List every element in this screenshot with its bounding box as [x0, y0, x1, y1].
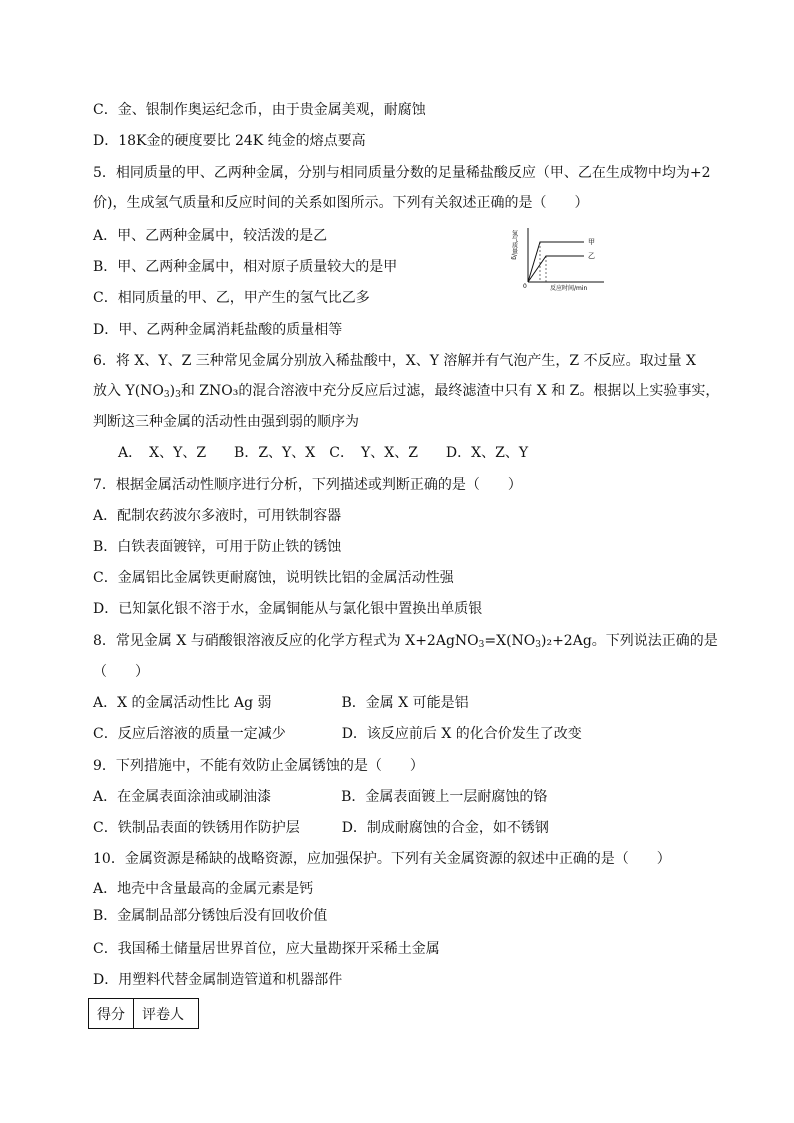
q8-options-cd: C．反应后溶液的质量一定减少 D．该反应前后 X 的化合价发生了改变	[93, 726, 582, 742]
q7-option-d: D．已知氯化银不溶于水，金属铜能从与氯化银中置换出单质银	[93, 601, 483, 617]
question-6-stem-end: 判断这三种金属的活动性由强到弱的顺序为	[93, 414, 359, 430]
q5-option-c: C．相同质量的甲、乙，甲产生的氢气比乙多	[93, 290, 370, 306]
q10-option-a: A．地壳中含量最高的金属元素是钙	[93, 881, 314, 897]
question-8-stem-cont: （ ）	[93, 664, 149, 680]
graph-origin: 0	[523, 283, 527, 290]
score-cell: 得分	[89, 999, 134, 1029]
question-6-stem: 6．将 X、Y、Z 三种常见金属分别放入稀盐酸中，X、Y 溶解并有气泡产生，Z 不反应。取过量 X	[93, 353, 696, 369]
q9-options-ab: A．在金属表面涂油或刷油漆 B．金属表面镀上一层耐腐蚀的铬	[93, 789, 548, 805]
q8-options-ab: A．X 的金属活动性比 Ag 弱 B．金属 X 可能是铝	[93, 695, 469, 711]
q8-sub-1: 3	[478, 640, 485, 650]
question-9-stem: 9．下列措施中，不能有效防止金属锈蚀的是（ ）	[93, 758, 424, 774]
q7-option-b: B．白铁表面镀锌，可用于防止铁的锈蚀	[93, 539, 342, 555]
graph-label-jia: 甲	[588, 238, 595, 246]
graph-series-yi	[528, 256, 584, 282]
option-5c-prev: C．金、银制作奥运纪念币，由于贵金属美观，耐腐蚀	[93, 102, 426, 118]
grader-cell: 评卷人	[134, 999, 199, 1029]
score-table	[88, 998, 199, 1029]
q10-option-c: C．我国稀土储量居世界首位，应大量勘探开采稀土金属	[93, 941, 440, 957]
q5-option-b: B．甲、乙两种金属中，相对原子质量较大的是甲	[93, 259, 398, 275]
q6-text-pre: 放入 Y(NO	[93, 383, 164, 399]
question-5-stem-cont: 价)，生成氢气质量和反应时间的关系如图所示。下列有关叙述正确的是（ ）	[93, 195, 589, 211]
option-5d-prev: D．18K金的硬度要比 24K 纯金的熔点要高	[93, 133, 366, 149]
q6-options: A． X、Y、Z B．Z、Y、X C． Y、X、Z D．X、Z、Y	[118, 445, 529, 461]
graph-label-yi: 乙	[588, 252, 595, 260]
question-7-stem: 7．根据金属活动性顺序进行分析，下列描述或判断正确的是（ ）	[93, 477, 522, 493]
q8-text-pre: 8．常见金属 X 与硝酸银溶液反应的化学方程式为 X+2AgNO	[93, 633, 479, 649]
q5-option-d: D．甲、乙两种金属消耗盐酸的质量相等	[93, 322, 343, 338]
q6-sub-2: 3	[175, 390, 181, 400]
q8-sub-2: 3	[535, 640, 541, 650]
q6-sub-1: 3	[163, 390, 170, 400]
question-8-stem	[93, 631, 718, 651]
q10-option-d: D．用塑料代替金属制造管道和机器部件	[93, 972, 343, 988]
q6-text-post: 和 ZNO₃的混合溶液中充分反应后过滤，最终滤渣中只有 X 和 Z。根据以上实验事实，	[180, 383, 720, 399]
score-table-row	[89, 999, 199, 1029]
q10-option-b: B．金属制品部分锈蚀后没有回收价值	[93, 908, 328, 924]
q5-option-a: A．甲、乙两种金属中，较活泼的是乙	[93, 228, 328, 244]
question-5-stem: 5．相同质量的甲、乙两种金属，分别与相同质量分数的足量稀盐酸反应（甲、乙在生成物中均为+2	[93, 165, 711, 181]
graph-x-label: 反应时间/min	[550, 285, 588, 292]
q7-option-c: C．金属铝比金属铁更耐腐蚀，说明铁比铝的金属活动性强	[93, 570, 454, 586]
question-6-stem-cont	[93, 381, 719, 401]
q9-options-cd: C．铁制品表面的铁锈用作防护层 D．制成耐腐蚀的合金，如不锈钢	[93, 820, 549, 836]
q7-option-a: A．配制农药波尔多液时，可用铁制容器	[93, 508, 342, 524]
question-10-stem: 10．金属资源是稀缺的战略资源，应加强保护。下列有关金属资源的叙述中正确的是（ ）	[93, 851, 671, 867]
q8-text-post: )₂+2Ag。下列说法正确的是	[541, 633, 718, 649]
graph-y-label: 氢气质量/g	[510, 230, 518, 260]
q8-text-mid: =X(NO	[484, 633, 536, 649]
q6-text-mid: )	[169, 383, 176, 399]
graph-series-jia	[528, 242, 584, 282]
hydrogen-time-graph	[510, 226, 610, 292]
